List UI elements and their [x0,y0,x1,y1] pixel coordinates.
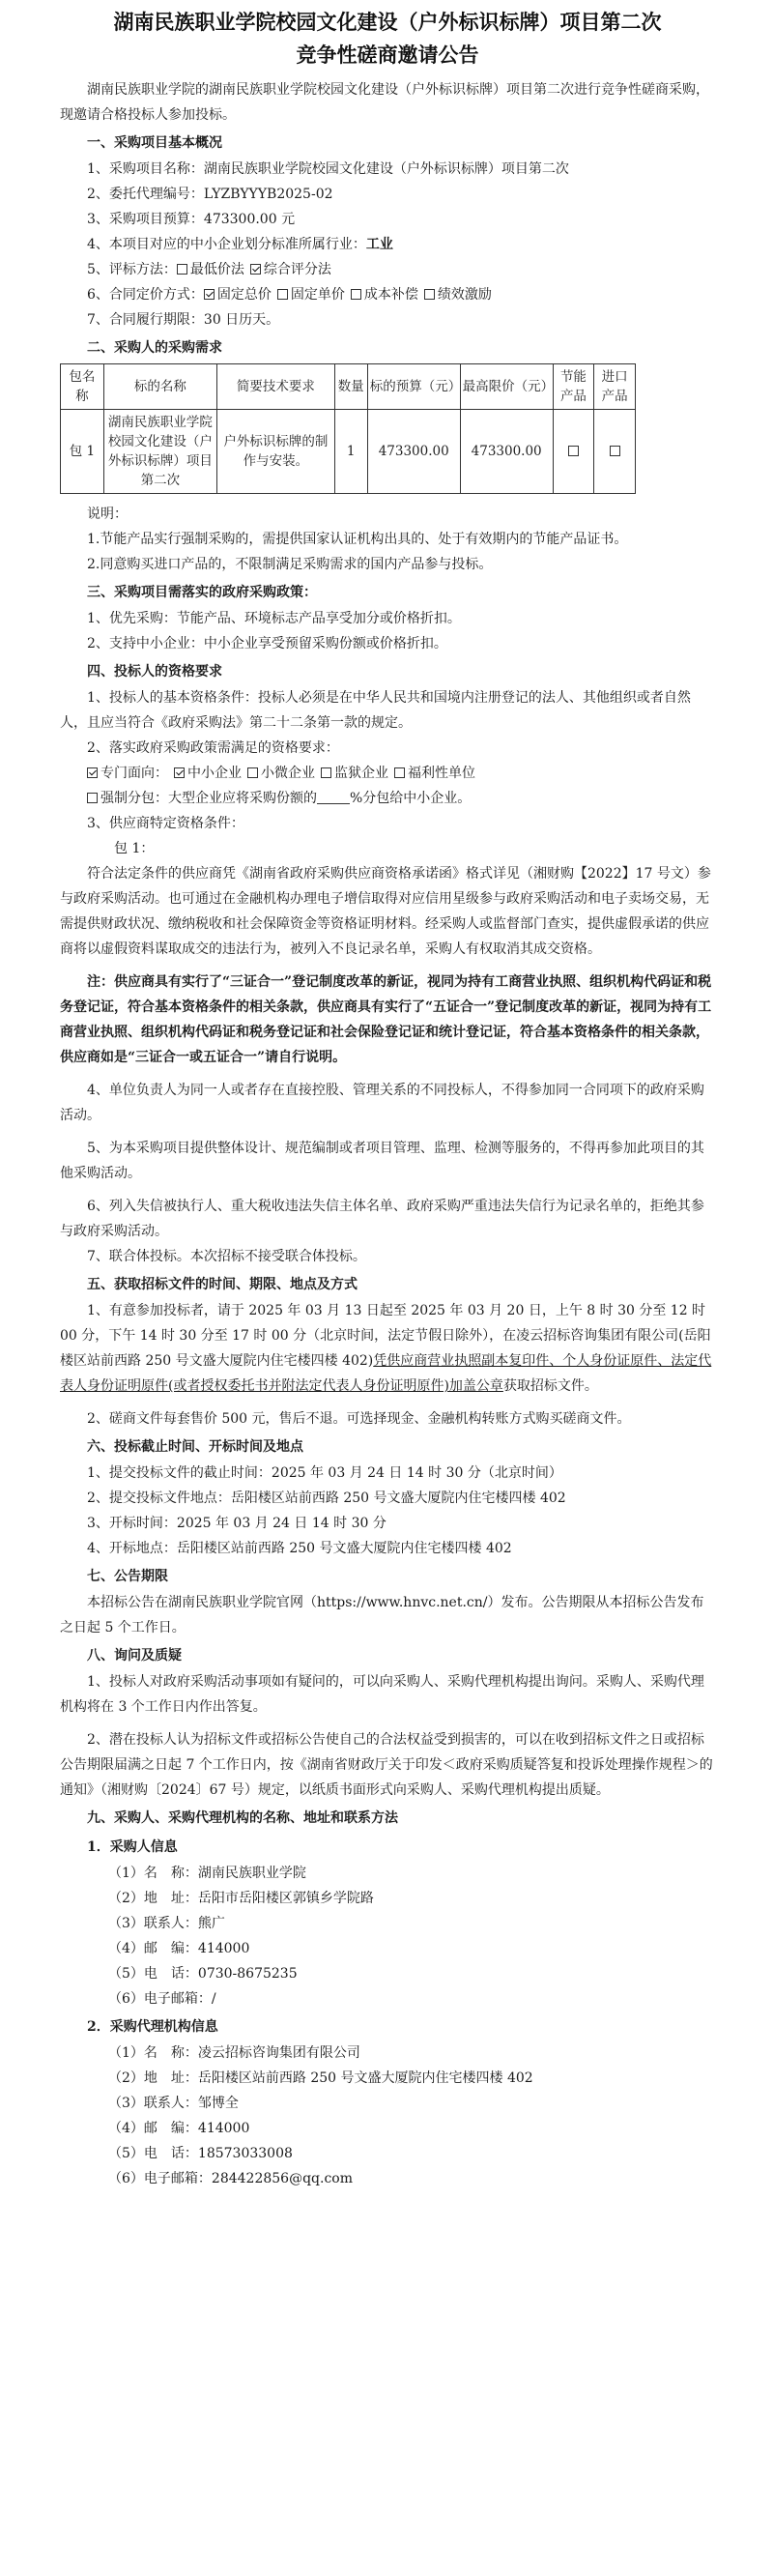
label-force-subcontract: 强制分包：大型企业应将采购份额的 [100,791,317,806]
label-welfare: 福利性单位 [408,766,475,781]
buyer-info-heading: 1．采购人信息 [87,1839,178,1855]
spacer [60,1186,715,1194]
buyer-address: （2）地 址：岳阳市岳阳楼区郭镇乡学院路 [108,1891,374,1906]
th-quantity: 数量 [334,364,367,410]
title-line-2: 竞争性磋商邀请公告 [296,43,479,67]
requirements-table [60,363,636,494]
s3-item-2: 2、支持中小企业：中小企业享受预留采购份额或价格折扣。 [87,636,447,651]
label-special: 专门面向： [100,766,168,781]
page-title [60,6,715,72]
agent-contact: （3）联系人：邹博全 [108,2096,239,2111]
option-cost-comp: 成本补偿 [363,287,418,303]
s4-item-2: 2、落实政府采购政策需满足的资格要求： [87,740,339,756]
s1-item-1: 1、采购项目名称：湖南民族职业学院校园文化建设（户外标识标牌）项目第二次 [87,161,569,177]
option-fixed-total: 固定总价 [216,287,272,303]
table-note-2: 2.同意购买进口产品的，不限制满足采购需求的国内产品参与投标。 [87,557,493,572]
checkbox-prison [321,767,331,778]
td-item-name: 湖南民族职业学院校园文化建设（户外标识标牌）项目第二次 [103,410,216,494]
table-row [61,410,636,494]
s1-item-5 [60,257,715,282]
checkbox-fixed-unit [277,289,288,300]
td-budget: 473300.00 [367,410,460,494]
s1-item-3: 3、采购项目预算：473300.00 元 [87,212,296,227]
section-6-heading: 六、投标截止时间、开标时间及地点 [87,1439,303,1455]
s8-item-2: 2、潜在投标人认为招标文件或招标公告使自己的合法权益受到损害的，可以在收到招标文件之日或招标公告期限届满之日起 7 个工作日内，按《湖南省财政厅关于印发＜政府采购质疑答复和投诉处理操作规程＞的通知》（湘财购〔2024〕67 号）规定，以纸质书面形式向采购人、采购代理机构提出质疑。 [60,1732,713,1798]
spacer [60,1399,715,1406]
s1-item-2: 2、委托代理编号：LYZBYYYB2025-02 [87,187,333,202]
buyer-email: （6）电子邮箱：/ [108,1991,216,2007]
th-max-price: 最高限价（元） [460,364,553,410]
checkbox-special [87,767,98,778]
table-note-label: 说明： [87,507,128,522]
spacer [60,1128,715,1136]
s8-item-1: 1、投标人对政府采购活动事项如有疑问的，可以向采购人、采购代理机构提出询问。采购人、采购代理机构将在 3 个工作日内作出答复。 [60,1674,704,1715]
section-8-heading: 八、询问及质疑 [87,1648,182,1664]
spacer [60,1720,715,1727]
s6-item-3: 3、开标时间：2025 年 03 月 24 日 14 时 30 分 [87,1516,386,1531]
th-budget: 标的预算（元） [367,364,460,410]
buyer-postcode: （4）邮 编：414000 [108,1941,250,1956]
spacer [60,962,715,970]
s4-item-4: 4、单位负责人为同一人或者存在直接控股、管理关系的不同投标人，不得参加同一合同项下的政府采购活动。 [60,1083,704,1123]
s6-item-1: 1、提交投标文件的截止时间：2025 年 03 月 24 日 14 时 30 分（北京时间） [87,1465,562,1481]
s7-text: 本招标公告在湖南民族职业学院官网（https://www.hnvc.net.cn/）发布。公告期限从本招标公告发布之日起 5 个工作日。 [60,1595,704,1635]
label-sme: 中小企业 [187,766,242,781]
table-header-row [61,364,636,410]
section-1-heading: 一、采购项目基本概况 [87,135,222,151]
s1-item-4-value: 工业 [365,237,393,252]
td-quantity: 1 [334,410,367,494]
s5-item-2: 2、磋商文件每套售价 500 元，售后不退。可选择现金、金融机构转账方式购买磋商文件。 [87,1411,631,1427]
s5-item-1-tail: 获取招标文件。 [502,1378,598,1394]
td-max-price: 473300.00 [460,410,553,494]
s5-item-1 [60,1298,715,1399]
section-3-heading: 三、采购项目需落实的政府采购政策： [87,585,317,600]
option-fixed-unit: 固定单价 [290,287,345,303]
section-5-heading: 五、获取招标文件的时间、期限、地点及方式 [87,1277,358,1292]
agent-phone: （5）电 话：18573033008 [108,2146,293,2161]
s4-bold-note: 注：供应商具有实行了“三证合一”登记制度改革的新证，视同为持有工商营业执照、组织机构代码证和税务登记证，符合基本资格条件的相关条款，供应商具有实行了“五证合一”登记制度改革的新证，视同为持有工商营业执照、组织机构代码证和税务登记证和社会保险登记证和统计登记证，符合基本资格条件的相关条款，供应商如是“三证合一或五证合一”请自行说明。 [60,974,712,1065]
spacer [60,1070,715,1078]
s6-item-4: 4、开标地点：岳阳楼区站前西路 250 号文盛大厦院内住宅楼四楼 402 [87,1541,512,1556]
label-micro: 小微企业 [261,766,315,781]
th-tech-req: 简要技术要求 [217,364,335,410]
s4-item-6: 6、列入失信被执行人、重大税收违法失信主体名单、政府采购严重违法失信行为记录名单的，拒绝其参与政府采购活动。 [60,1199,704,1239]
section-9-heading: 九、采购人、采购代理机构的名称、地址和联系方法 [87,1810,398,1826]
section-7-heading: 七、公告期限 [87,1569,168,1584]
blank-underline [317,790,350,804]
checkbox-imported [610,446,620,456]
s5-item-1-underlined: 凭供应商营业执照副本复印件、个人身份证原件、法定代表人身份证明原件(或者授权委托书并附法定代表人身份证明原件)加盖公章 [60,1353,712,1394]
option-comprehensive: 综合评分法 [263,262,331,277]
label-force-tail: %分包给中小企业。 [350,791,472,806]
agent-postcode: （4）邮 编：414000 [108,2121,250,2136]
s4-item-1: 1、投标人的基本资格条件：投标人必须是在中华人民共和国境内注册登记的法人、其他组织或者自然人，且应当符合《政府采购法》第二十二条第一款的规定。 [60,690,691,731]
checkbox-welfare [394,767,405,778]
section-2-heading: 二、采购人的采购需求 [87,340,222,356]
s4-item-5: 5、为本采购项目提供整体设计、规范编制或者项目管理、监理、检测等服务的，不得再参加此项目的其他采购活动。 [60,1141,704,1181]
checkbox-force-subcontract [87,793,98,803]
option-lowest-price: 最低价法 [189,262,244,277]
checkbox-perf [424,289,435,300]
s1-item-6-label: 6、合同定价方式： [87,287,204,303]
td-package: 包 1 [61,410,104,494]
s4-package-1: 包 1： [114,841,155,856]
s4-item-7: 7、联合体投标。本次招标不接受联合体投标。 [87,1249,366,1264]
checkbox-comprehensive [250,264,261,275]
table-note-1: 1.节能产品实行强制采购的，需提供国家认证机构出具的、处于有效期内的节能产品证书。 [87,532,628,547]
agent-contact-list [60,2041,715,2191]
checkbox-energy-saving [568,446,579,456]
buyer-phone: （5）电 话：0730-8675235 [108,1966,298,1982]
label-prison: 监狱企业 [334,766,388,781]
td-imported [594,410,636,494]
agent-address: （2）地 址：岳阳楼区站前西路 250 号文盛大厦院内住宅楼四楼 402 [108,2070,533,2086]
th-package: 包名称 [61,364,104,410]
s4-force-subcontract [60,786,715,811]
th-energy-saving: 节能产品 [553,364,594,410]
s4-policy-options [60,761,715,786]
checkbox-lowest-price [177,264,187,275]
s1-item-7: 7、合同履行期限：30 日历天。 [87,312,280,328]
checkbox-cost-comp [351,289,361,300]
buyer-contact: （3）联系人：熊广 [108,1916,225,1931]
title-line-1: 湖南民族职业学院校园文化建设（户外标识标牌）项目第二次 [113,11,662,34]
agent-info-heading: 2．采购代理机构信息 [87,2019,218,2035]
buyer-name: （1）名 称：湖南民族职业学院 [108,1866,306,1881]
checkbox-sme [174,767,185,778]
s1-item-4 [60,232,715,257]
s1-item-5-label: 5、评标方法： [87,262,177,277]
checkbox-micro [247,767,258,778]
td-energy-saving [553,410,594,494]
s4-credit-paragraph: 符合法定条件的供应商凭《湖南省政府采购供应商资格承诺函》格式详见（湘财购【2022】17 号文）参与政府采购活动。也可通过在金融机构办理电子增信取得对应信用星级参与政府采购活动和电子卖场交易，无需提供财政状况、缴纳税收和社会保障资金等资格证明材料。经采购人或监督部门查实，提供虚假承诺的供应商将以虚假资料谋取成交的违法行为，被列入不良记录名单，采购人有权取消其成交资格。 [60,866,711,957]
s1-item-4-label: 4、本项目对应的中小企业划分标准所属行业： [87,237,366,252]
th-imported: 进口产品 [594,364,636,410]
th-item-name: 标的名称 [103,364,216,410]
agent-email: （6）电子邮箱：284422856@qq.com [108,2171,353,2186]
s3-item-1: 1、优先采购：节能产品、环境标志产品享受加分或价格折扣。 [87,611,461,626]
s6-item-2: 2、提交投标文件地点：岳阳楼区站前西路 250 号文盛大厦院内住宅楼四楼 402 [87,1491,566,1506]
s1-item-6 [60,282,715,307]
td-tech-req: 户外标识标牌的制作与安装。 [217,410,335,494]
option-perf: 绩效激励 [437,287,492,303]
checkbox-fixed-total [204,289,215,300]
agent-name: （1）名 称：凌云招标咨询集团有限公司 [108,2045,360,2061]
section-4-heading: 四、投标人的资格要求 [87,664,222,680]
s4-item-3: 3、供应商特定资格条件： [87,816,244,831]
announcement-document [0,6,773,2576]
intro-paragraph: 湖南民族职业学院的湖南民族职业学院校园文化建设（户外标识标牌）项目第二次进行竞争性磋商采购，现邀请合格投标人参加投标。 [60,82,709,123]
s5-item-1-text: 1、有意参加投标者，请于 2025 年 03 月 13 日起至 2025 年 03 月 20 日，上午 8 时 30 分至 12 时 00 分，下午 14 时 30 分至 17 时 00 分（北京时间，法定节假日除外），在凌云招标咨询集团有限公司(岳阳楼区站前西路 250 号文盛大厦院内住宅楼四楼 402) [60,1303,711,1369]
buyer-contact-list [60,1861,715,2012]
